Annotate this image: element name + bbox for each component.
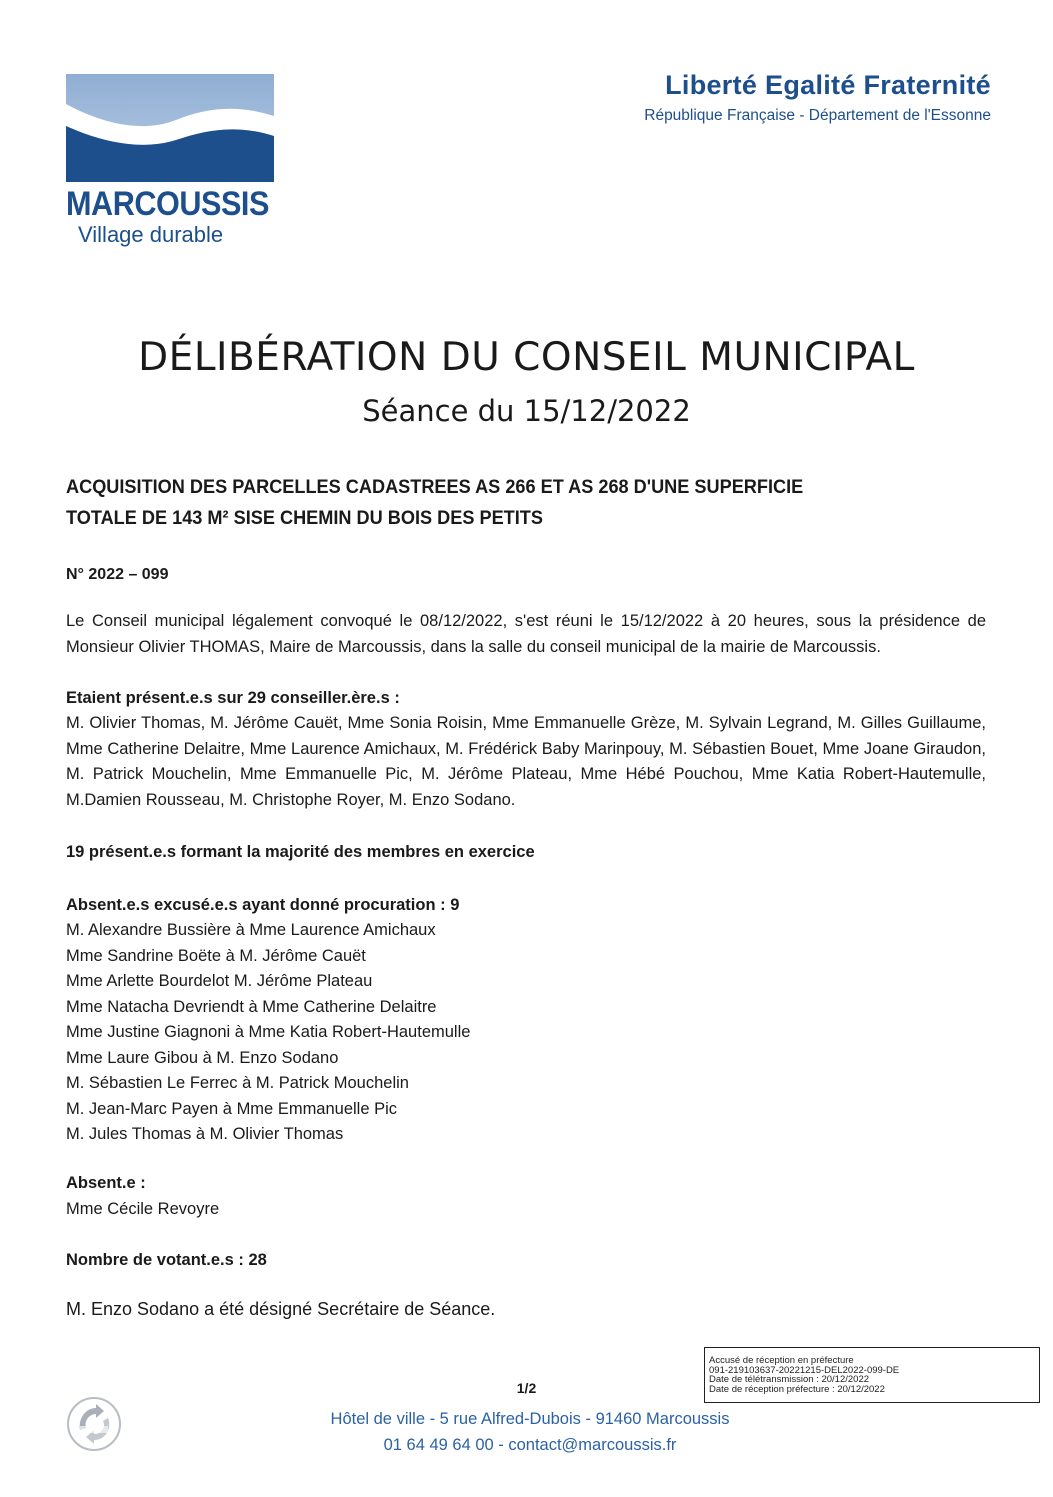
- intro-paragraph: Le Conseil municipal légalement convoqué le 08/12/2022, s'est réuni le 15/12/2022 à 20 heures, sous la présidence de Monsieur Olivier THOMAS, Maire de Marcoussis, dans la salle du conseil municipal de la mairie de Marcoussis.: [66, 612, 986, 656]
- list-item: Mme Arlette Bourdelot M. Jérôme Plateau: [66, 972, 373, 990]
- deliberation-subject: [66, 472, 922, 534]
- stamp-line: Date de télétransmission : 20/12/2022: [709, 1374, 870, 1385]
- town-hall-footer: [0, 1406, 1053, 1458]
- logo-tagline: Village durable: [78, 222, 224, 247]
- list-item: Mme Natacha Devriendt à Mme Catherine Delaitre: [66, 997, 437, 1016]
- list-item: M. Jean-Marc Payen à Mme Emmanuelle Pic: [66, 1099, 398, 1118]
- logo-wave-emblem: [66, 74, 274, 182]
- proxies-heading: Absent.e.s excusé.e.s ayant donné procuration : 9: [66, 896, 460, 914]
- present-members-list: M. Olivier Thomas, M. Jérôme Cauët, Mme Sonia Roisin, Mme Emmanuelle Grèze, M. Sylvain Legrand, M. Gilles Guillaume, Mme Catherine Delaitre, Mme Laurence Amichaux, M. Frédérick Baby Marinpouy, M. Sébastien Bouet, Mme Joane Giraudon, M. Patrick Mouchelin, Mme Emmanuelle Pic, M. Jérôme Plateau, Mme Hébé Pouchou, Mme Katia Robert-Hautemulle, M.Damien Rousseau, M. Christophe Royer, M. Enzo Sodano.: [66, 714, 986, 809]
- secretary-statement: M. Enzo Sodano a été désigné Secrétaire de Séance.: [66, 1299, 496, 1319]
- session-date: Séance du 15/12/2022: [362, 394, 691, 428]
- municipal-logo: [66, 74, 278, 249]
- absent-member: Mme Cécile Revoyre: [66, 1200, 220, 1218]
- footer-contact: 01 64 49 64 00 - contact@marcoussis.fr: [383, 1436, 677, 1454]
- stamp-line: Accusé de réception en préfecture: [709, 1355, 854, 1366]
- list-item: M. Jules Thomas à M. Olivier Thomas: [66, 1125, 344, 1143]
- logo-name: MARCOUSSIS: [66, 185, 269, 223]
- subject-line: ACQUISITION DES PARCELLES CADASTREES AS 266 ET AS 268 D'UNE SUPERFICIE: [66, 476, 804, 498]
- page-number: 1/2: [516, 1380, 537, 1396]
- list-item: M. Sébastien Le Ferrec à M. Patrick Mouchelin: [66, 1074, 409, 1092]
- voters-count: Nombre de votant.e.s : 28: [66, 1251, 267, 1269]
- list-item: M. Alexandre Bussière à Mme Laurence Amichaux: [66, 921, 436, 939]
- proxies-list: [66, 918, 986, 1148]
- absent-heading: Absent.e :: [66, 1174, 146, 1192]
- list-item: Mme Sandrine Boëte à M. Jérôme Cauët: [66, 946, 366, 965]
- deliberation-number: N° 2022 – 099: [66, 566, 169, 583]
- stamp-line: 091-219103637-20221215-DEL2022-099-DE: [709, 1364, 900, 1376]
- list-item: Mme Laure Gibou à M. Enzo Sodano: [66, 1048, 339, 1067]
- present-heading: Etaient présent.e.s sur 29 conseiller.ère.s :: [66, 689, 400, 707]
- quorum-statement: 19 présent.e.s formant la majorité des membres en exercice: [66, 843, 535, 861]
- subject-line: TOTALE DE 143 M² SISE CHEMIN DU BOIS DES PETITS: [66, 507, 543, 529]
- list-item: Mme Justine Giagnoni à Mme Katia Robert-Hautemulle: [66, 1023, 471, 1041]
- republic-motto: [644, 70, 991, 125]
- motto-subtitle: République Française - Département de l'Essonne: [644, 107, 991, 124]
- document-title: DÉLIBÉRATION DU CONSEIL MUNICIPAL: [138, 335, 915, 380]
- stamp-line: Date de réception préfecture : 20/12/2022: [709, 1383, 885, 1395]
- footer-address: Hôtel de ville - 5 rue Alfred-Dubois - 91460 Marcoussis: [330, 1410, 730, 1428]
- motto-main: Liberté Egalité Fraternité: [665, 70, 991, 100]
